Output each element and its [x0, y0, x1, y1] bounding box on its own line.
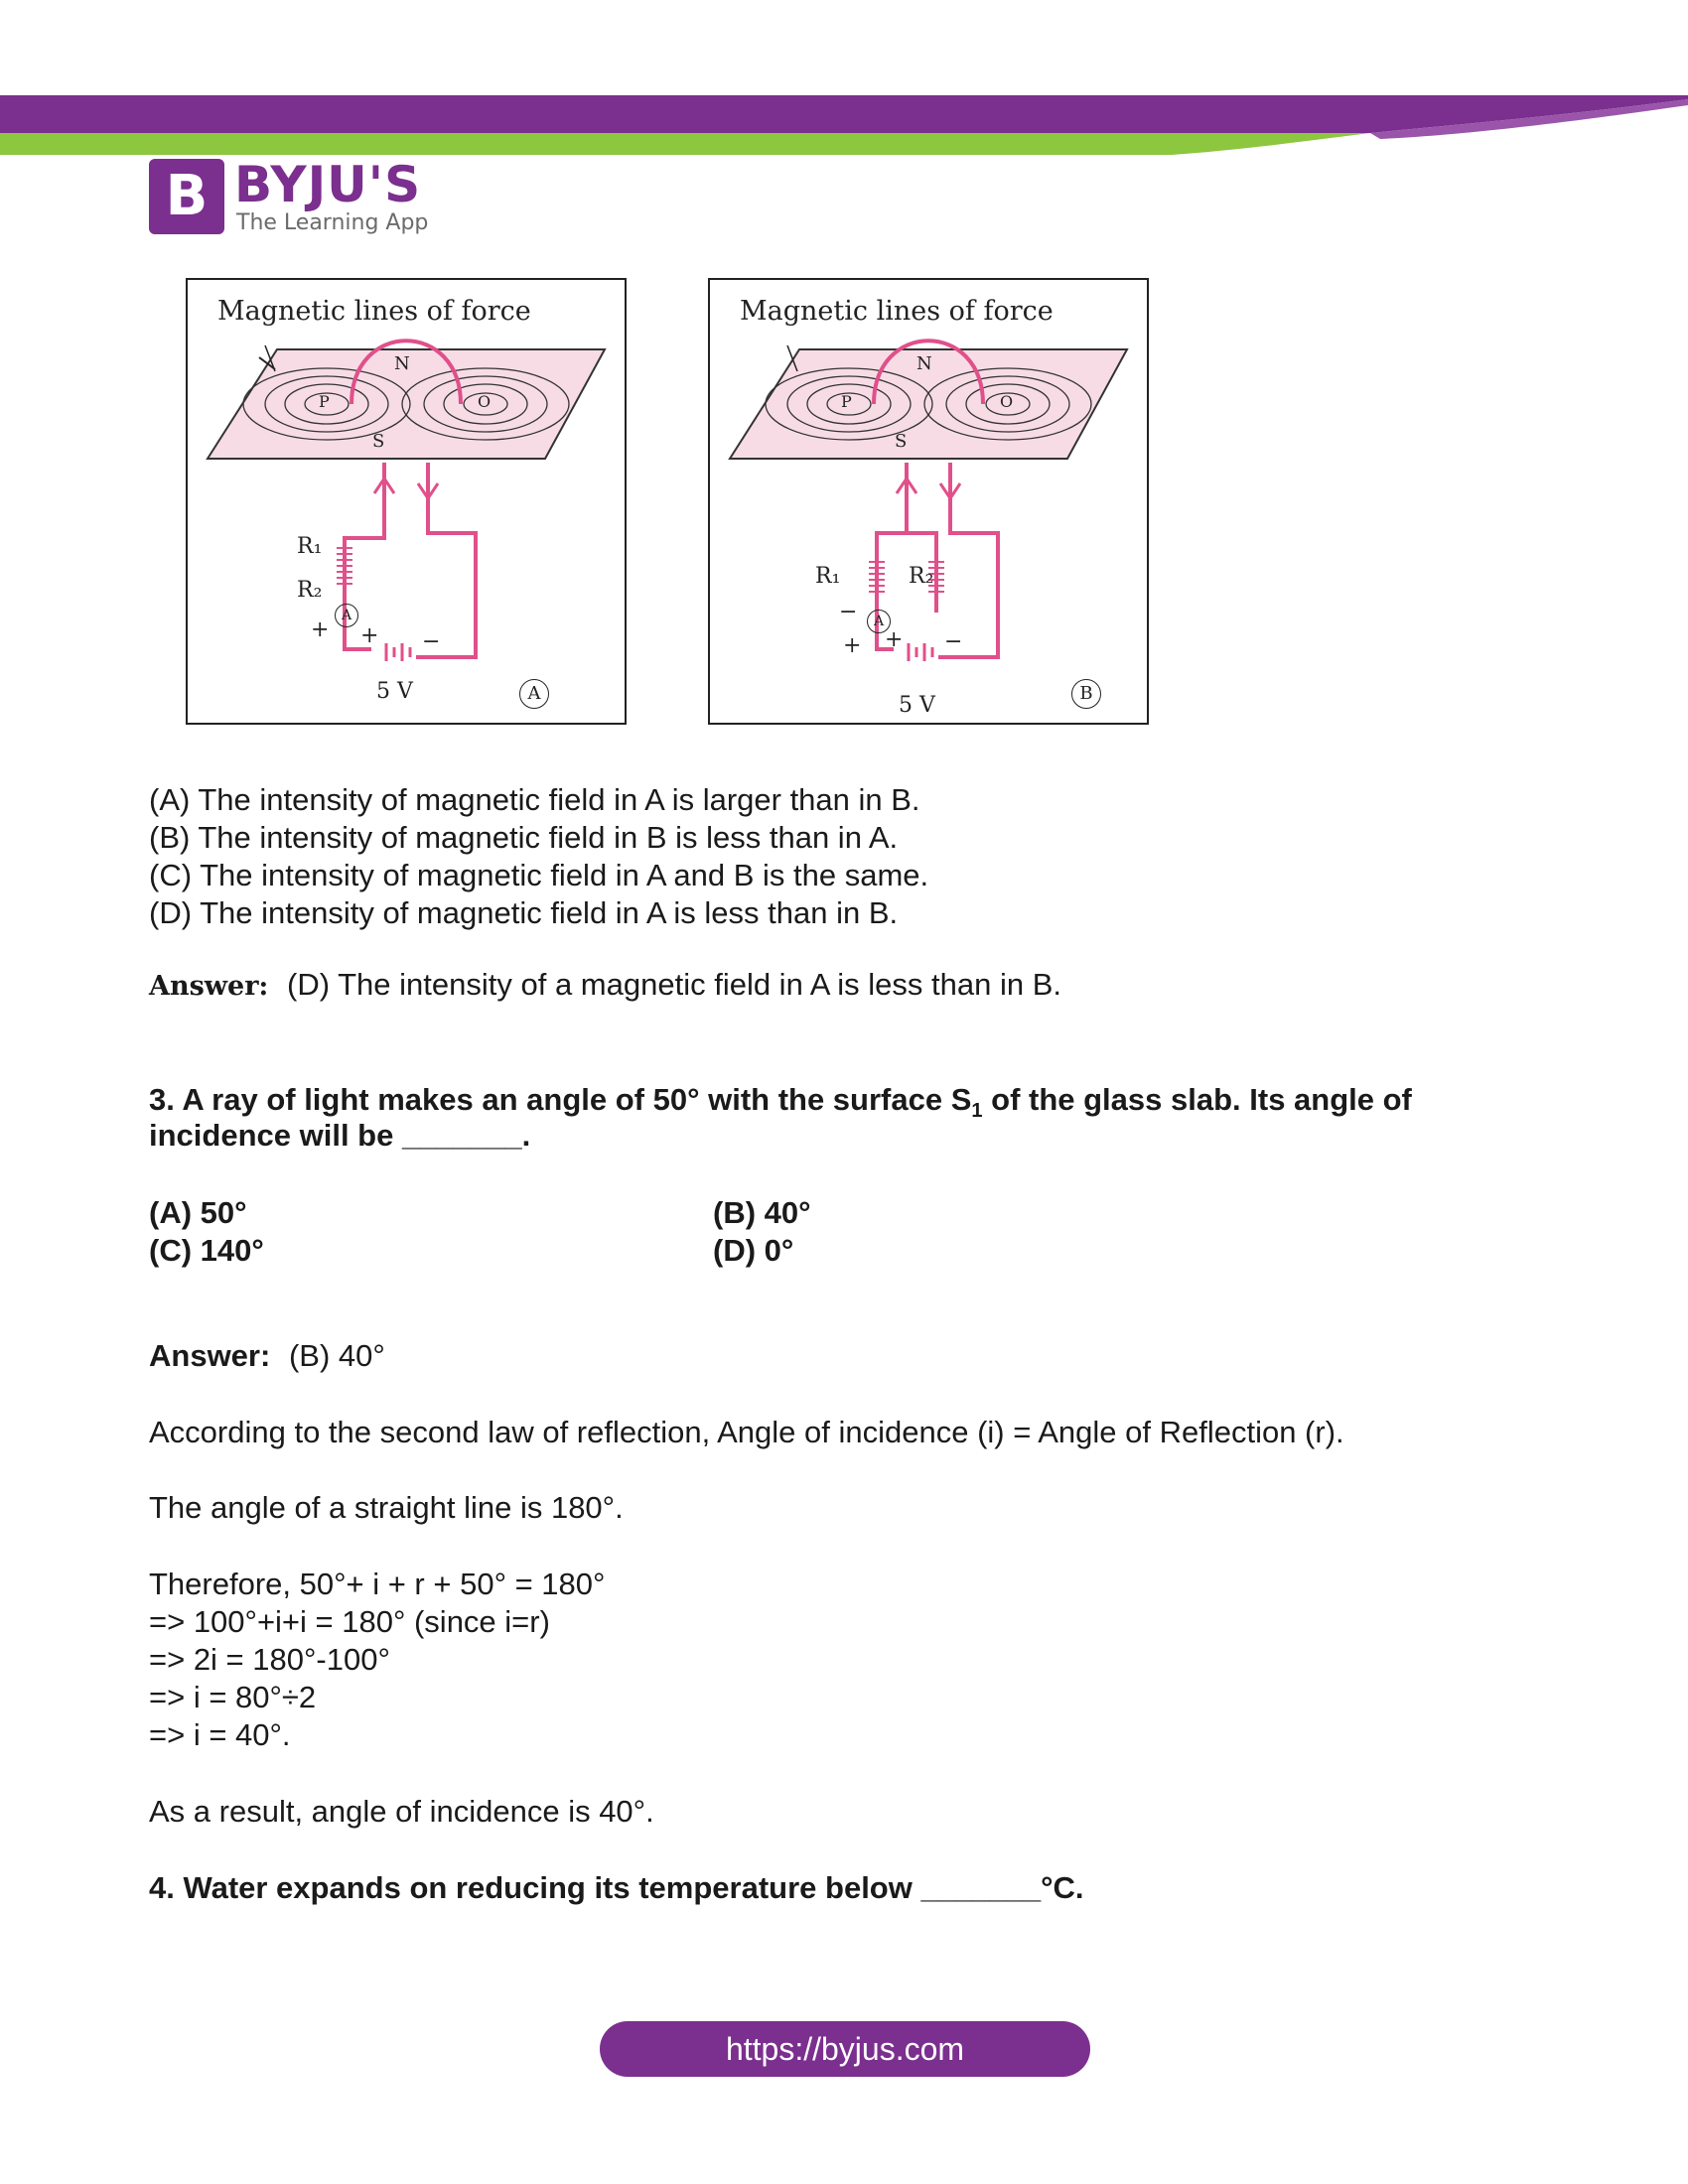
footer-url-link[interactable]: https://byjus.com — [600, 2021, 1090, 2077]
figure-a-label-n: N — [394, 353, 410, 374]
q3-step-4: => i = 80°÷2 — [149, 1680, 317, 1714]
q3-answer-label: Answer: — [149, 1338, 271, 1373]
q3-line1-pre: 3. A ray of light makes an angle of 50° with the surface S — [149, 1082, 972, 1117]
q3-step-5: => i = 40°. — [149, 1717, 291, 1752]
q3-choice-d: (D) 0° — [713, 1233, 794, 1268]
brand-logo — [149, 157, 447, 238]
q2-option-b: (B) The intensity of magnetic field in B is less than in A. — [149, 820, 899, 855]
figure-a-plus-1: + — [311, 617, 330, 642]
q2-answer-text: (D) The intensity of a magnetic field in A is less than in B. — [287, 967, 1062, 1002]
figure-a-ammeter: A — [335, 604, 358, 627]
figure-a-title: Magnetic lines of force — [217, 296, 531, 327]
q3-conclusion: As a result, angle of incidence is 40°. — [149, 1794, 654, 1829]
figure-a-voltage: 5 V — [376, 679, 413, 704]
q3-step-1: Therefore, 50°+ i + r + 50° = 180° — [149, 1567, 606, 1601]
figure-b-ammeter: A — [867, 610, 891, 633]
brand-name: BYJU'S — [234, 156, 422, 213]
q2-option-c: (C) The intensity of magnetic field in A and B is the same. — [149, 858, 929, 892]
brand-tagline: The Learning App — [236, 210, 429, 235]
figure-a-plus-2: + — [360, 623, 379, 648]
q3-question-line-2: incidence will be _______. — [149, 1118, 531, 1153]
figure-b-label-n: N — [916, 353, 932, 374]
figure-a-label-s: S — [372, 431, 385, 452]
figure-b-label-r1: R₁ — [815, 564, 841, 589]
q3-answer — [149, 1337, 385, 1375]
q3-step-3: => 2i = 180°-100° — [149, 1642, 390, 1677]
figure-b-label-o: O — [1000, 392, 1014, 411]
q2-option-a: (A) The intensity of magnetic field in A is larger than in B. — [149, 782, 920, 817]
q3-answer-text: (B) 40° — [288, 1338, 385, 1373]
figure-b-label-r2: R₂ — [909, 564, 934, 589]
figure-b-label-s: S — [895, 431, 908, 452]
figure-b-minus-2: − — [839, 600, 858, 624]
q3-explanation-2: The angle of a straight line is 180°. — [149, 1490, 624, 1525]
figure-a-tag: A — [519, 679, 549, 709]
figure-b-minus: − — [944, 629, 963, 654]
figure-b-title: Magnetic lines of force — [740, 296, 1054, 327]
figure-b-label-p: P — [841, 392, 852, 411]
figure-b-plus-1: + — [843, 633, 862, 658]
figure-b-plus-2: + — [885, 627, 904, 652]
logo-mark — [149, 159, 224, 234]
figure-b-voltage: 5 V — [899, 693, 935, 718]
figure-a-minus: − — [422, 629, 441, 654]
header-band — [0, 95, 1688, 159]
q2-answer — [149, 966, 1061, 1006]
q3-line1-post: of the glass slab. Its angle of — [982, 1082, 1412, 1117]
figure-b-drawing — [710, 280, 1147, 723]
figure-a-drawing — [188, 280, 625, 723]
q3-choice-a: (A) 50° — [149, 1195, 247, 1230]
q2-answer-label: Answer: — [149, 971, 269, 1002]
q2-option-d: (D) The intensity of magnetic field in A is less than in B. — [149, 895, 899, 930]
figure-b — [708, 278, 1149, 725]
q3-choice-b: (B) 40° — [713, 1195, 811, 1230]
figure-a — [186, 278, 627, 725]
figure-a-label-r2: R₂ — [297, 578, 323, 603]
logo-letter: B — [165, 164, 209, 228]
q3-line1-sub: 1 — [971, 1100, 983, 1123]
figure-a-label-p: P — [319, 392, 330, 411]
figure-b-tag: B — [1071, 679, 1101, 709]
figure-a-label-o: O — [478, 392, 492, 411]
q3-explanation-1: According to the second law of reflection, Angle of incidence (i) = Angle of Reflection (r). — [149, 1415, 1344, 1449]
q3-choice-c: (C) 140° — [149, 1233, 264, 1268]
q3-step-2: => 100°+i+i = 180° (since i=r) — [149, 1604, 550, 1639]
figure-a-label-r1: R₁ — [297, 534, 323, 559]
q4-question: 4. Water expands on reducing its temperature below _______°C. — [149, 1870, 1084, 1905]
